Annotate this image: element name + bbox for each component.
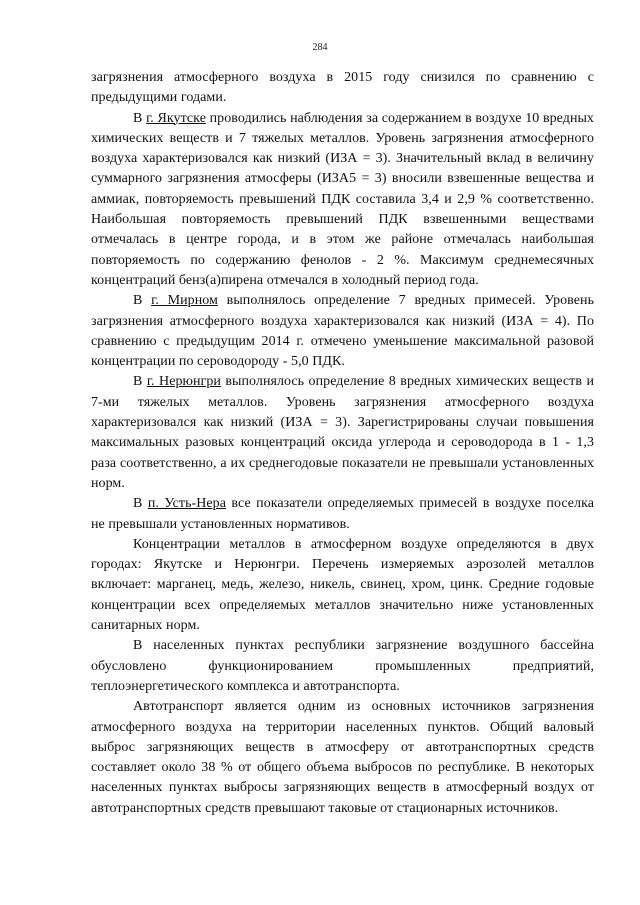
paragraph-ust-nera [91, 494, 594, 535]
paragraph-text: проводились наблюдения за содержанием в воздухе 10 вредных химических веществ и 7 тяжелых металлов. Уровень загрязнения атмосферного воздуха характеризовался как низкий (ИЗА = 3). Значительный вклад в величину суммарного загрязнения атмосферы (ИЗА5 = 3) вносили взвешенные вещества и аммиак, повторяемость превышений ПДК составила 3,4 и 2,9 % соответственно. Наибольшая повторяемость превышений ПДК взвешенными веществами отмечалась в центре города, и в этом же районе отмечалась наибольшая повторяемость по содержанию фенолов - 2 %. Максимум среднемесячных концентраций бенз(а)пирена отмечался в холодный период года. [91, 110, 594, 288]
document-body [91, 68, 594, 819]
paragraph-continuation [91, 68, 594, 109]
paragraph-text: выполнялось определение 8 вредных химических веществ и 7-ми тяжелых металлов. Уровень загрязнения атмосферного воздуха характеризовался как низкий (ИЗА = 3). Зарегистрированы случаи повышения максимальных разовых концентраций оксида углерода и сероводорода в 1 - 1,3 раза соответственно, а их среднегодовые показатели не превышали установленных норм. [91, 374, 594, 491]
paragraph-neryungri [91, 372, 594, 494]
paragraph-lead: В [133, 293, 152, 309]
page-number: 284 [312, 42, 328, 53]
place-name-yakutsk: г. Якутске [146, 110, 206, 126]
paragraph-metals [91, 535, 594, 636]
paragraph-text: все показатели определяемых примесей в воздухе поселка не превышали установленных нормативов. [91, 496, 594, 532]
paragraph-mirny [91, 291, 594, 372]
place-name-mirny: г. Мирном [151, 293, 218, 309]
place-name-ust-nera: п. Усть-Нера [147, 496, 226, 512]
paragraph-text: загрязнения атмосферного воздуха в 2015 году снизился по сравнению с предыдущими годами. [91, 70, 594, 106]
paragraph-lead: В [133, 110, 147, 126]
paragraph-lead: В [133, 496, 148, 512]
paragraph-lead: В [133, 374, 147, 390]
paragraph-text: Концентрации металлов в атмосферном воздухе определяются в двух городах: Якутске и Нерюнгри. Перечень измеряемых аэрозолей металлов включает: марганец, медь, железо, никель, свинец, хром, цинк. Средние годовые концентрации всех определяемых металлов значительно ниже установленных санитарных норм. [91, 536, 594, 634]
paragraph-sources [91, 636, 594, 697]
paragraph-text: выполнялось определение 7 вредных примесей. Уровень загрязнения атмосферного воздуха характеризовался как низкий (ИЗА = 4). По сравнению с предыдущим 2014 г. отмечено уменьшение максимальной разовой концентрации по сероводороду - 5,0 ПДК. [91, 293, 594, 370]
place-name-neryungri: г. Нерюнгри [146, 374, 221, 390]
paragraph-transport [91, 697, 594, 819]
paragraph-text: Автотранспорт является одним из основных источников загрязнения атмосферного воздуха на территории населенных пунктов. Общий валовый выброс загрязняющих веществ в атмосферу от автотранспортных средств составляет около 38 % от общего объема выбросов по республике. В некоторых населенных пунктах выбросы загрязняющих веществ в атмосферный воздух от автотранспортных средств превышают таковые от стационарных источников. [91, 699, 594, 816]
paragraph-yakutsk [91, 109, 594, 292]
paragraph-text: В населенных пунктах республики загрязнение воздушного бассейна обусловлено функционированием промышленных предприятий, теплоэнергетического комплекса и автотранспорта. [91, 638, 594, 694]
